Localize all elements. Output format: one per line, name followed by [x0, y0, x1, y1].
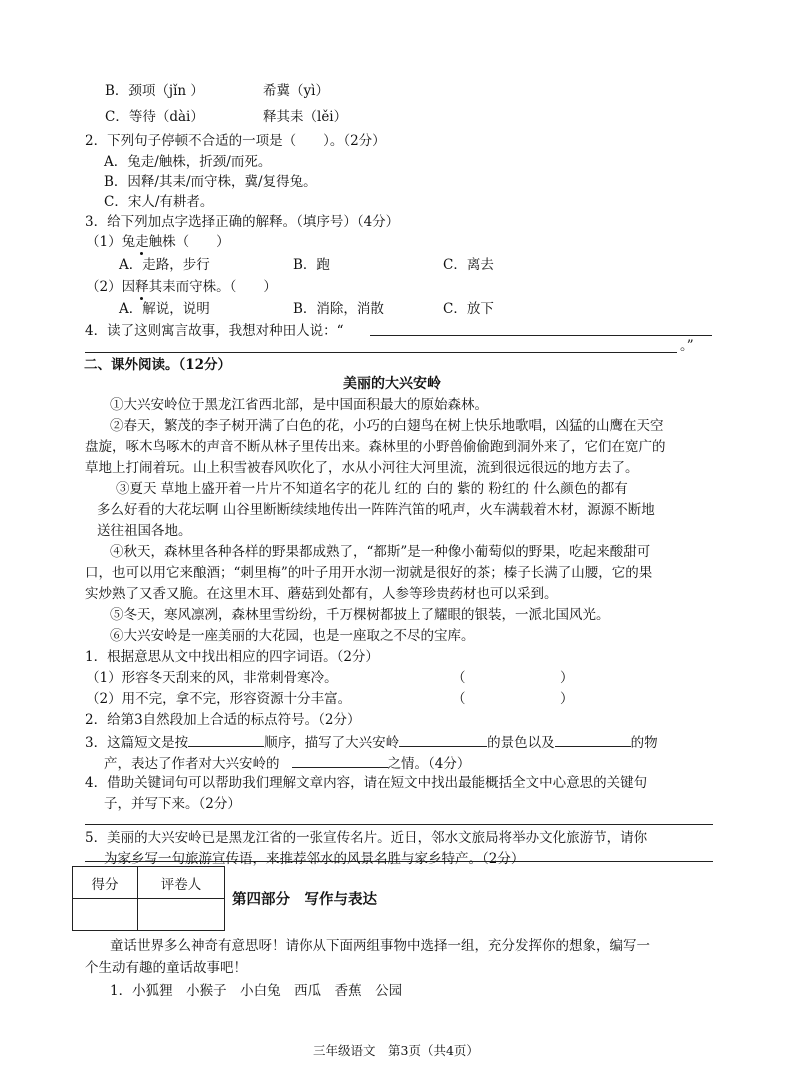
- s2-q3-blank-scenery[interactable]: [399, 732, 487, 747]
- passage-p2-line1: ②春天，繁茂的李子树开满了白色的花，小巧的白翅鸟在树上快乐地歌唱，凶猛的山鹰在天空: [110, 418, 664, 434]
- q3-item-2-dotted: 释: [135, 279, 149, 295]
- passage-p4-line3: 实炒熟了又香又脆。在这里木耳、蘑菇到处都有，人参等珍贵药材也可以采到。: [85, 586, 558, 602]
- q3-item-1-pre: （1）兔: [86, 234, 136, 250]
- passage-p1: ①大兴安岭位于黑龙江省西北部，是中国面积最大的原始森林。: [110, 397, 488, 413]
- passage-title: 美丽的大兴安岭: [343, 376, 441, 392]
- s2-q3-text-f: 之情。（4分）: [387, 756, 471, 772]
- q3-item-1: [86, 233, 230, 251]
- q3-item-2-pre: （2）因: [86, 279, 136, 295]
- part-4-heading: 第四部分 写作与表达: [232, 891, 377, 908]
- q4-close-quote: 。”: [680, 338, 694, 354]
- q3-item-2-option-c: C．放下: [443, 301, 494, 317]
- s2-q1-answer-2[interactable]: （ ）: [452, 691, 574, 707]
- passage-p4-line1: ④秋天，森林里各种各样的野果都成熟了，“都斯”是一种像小葡萄似的野果，吃起来酸甜可: [110, 544, 651, 560]
- passage-p3-line2: 多么好看的大花坛啊 山谷里断断续续地传出一阵阵汽笛的吼声，火车满载着木材，源源不断地: [97, 502, 655, 518]
- s2-q3-text-d: 的物: [630, 735, 658, 751]
- score-table: [72, 866, 225, 931]
- s2-q1-item-1: （1）形容冬天刮来的风，非常刺骨寒冷。: [86, 670, 338, 686]
- q1-option-b: [105, 82, 329, 100]
- q1-option-c-word2: 释其耒（lěi）: [263, 109, 348, 125]
- q1-option-b-word1: B．颈项（jǐn ）: [105, 83, 204, 99]
- s2-question-3-line1: [85, 732, 658, 752]
- question-2: 2．下列句子停顿不合适的一项是（ ）。（2分）: [85, 133, 386, 149]
- s2-q3-text-a: 3．这篇短文是按: [85, 735, 189, 751]
- writing-prompt-line1: 童话世界多么神奇有意思呀！请你从下面两组事物中选择一组，充分发挥你的想象，编写一: [110, 938, 650, 954]
- question-3: 3．给下列加点字选择正确的解释。（填序号）（4分）: [85, 214, 400, 230]
- s2-question-5-line1: 5．美丽的大兴安岭已是黑龙江省的一张宣传名片。近日，邻水文旅局将举办文化旅游节，请你: [85, 830, 648, 846]
- q2-option-c: C．宋人/有耕者。: [104, 194, 214, 210]
- s2-q3-blank-order[interactable]: [188, 732, 264, 747]
- page-footer: 三年级语文 第3页（共4页）: [313, 1043, 479, 1058]
- q4-answer-line-1[interactable]: [370, 335, 712, 336]
- writing-option-1: 1．小狐狸 小猴子 小白兔 西瓜 香蕉 公园: [110, 983, 403, 999]
- s2-question-4-line1: 4．借助关键词句可以帮助我们理解文章内容，请在短文中找出最能概括全文中心意思的关键句: [85, 775, 648, 791]
- q4-answer-line-2[interactable]: [85, 352, 677, 353]
- passage-p6: ⑥大兴安岭是一座美丽的大花园，也是一座取之不尽的宝库。: [110, 628, 475, 644]
- s2-question-5-line2: 为家乡写一句旅游宣传语，来推荐邻水的风景名胜与家乡特产。（2分）: [104, 851, 525, 867]
- s2-q3-text-b: 顺序，描写了大兴安岭: [264, 735, 400, 751]
- score-label: 得分: [73, 867, 138, 899]
- q3-item-2-post: 其耒而守株。（ ）: [148, 279, 277, 295]
- passage-p5: ⑤冬天，寒风凛冽，森林里雪纷纷，千万棵树都披上了耀眼的银装，一派北国风光。: [110, 607, 610, 623]
- section-2-heading: 二、课外阅读。（12分）: [84, 357, 232, 373]
- question-4: 4．读了这则寓言故事，我想对种田人说：“: [85, 323, 344, 339]
- passage-p4-line2: 口，也可以用它来酿酒；“刺里梅”的叶子用开水沏一沏就是很好的茶；榛子长满了山腰，它的果: [85, 565, 653, 581]
- q3-item-1-option-b: B．跑: [293, 257, 330, 273]
- q3-item-1-option-c: C．离去: [443, 257, 494, 273]
- grader-label: 评卷人: [138, 867, 225, 899]
- s2-q1-answer-1[interactable]: （ ）: [452, 670, 574, 686]
- q3-item-1-dotted: 走: [135, 234, 149, 250]
- s2-q3-text-e: 产，表达了作者对大兴安岭的: [104, 756, 280, 772]
- q3-item-2-option-a: A．解说，说明: [119, 301, 210, 317]
- s2-question-3-line2: [104, 753, 470, 773]
- q1-option-c-word1: C．等待（dài）: [105, 109, 204, 125]
- q2-option-b: B．因释/其耒/而守株，冀/复得兔。: [104, 174, 317, 190]
- passage-p3-line3: 送往祖国各地。: [97, 523, 192, 539]
- s2-q4-answer-line[interactable]: [85, 824, 713, 825]
- score-cell[interactable]: [73, 899, 138, 931]
- q3-item-1-option-a: A．走路，步行: [119, 257, 210, 273]
- s2-question-4-line2: 子，并写下来。（2分）: [104, 796, 241, 812]
- q1-option-c: [105, 108, 348, 126]
- passage-p2-line3: 草地上打闹着玩。山上积雪被春风吹化了，水从小河往大河里流，流到很远很远的地方去了。: [85, 460, 639, 476]
- q1-option-b-word2: 希冀（yì）: [263, 83, 329, 99]
- s2-q3-blank-feeling[interactable]: [292, 753, 388, 768]
- section-divider: [85, 861, 713, 862]
- q2-option-a: A．兔走/触株，折颈/而死。: [104, 154, 272, 170]
- passage-p3-line1: ③夏天 草地上盛开着一片片不知道名字的花儿 红的 白的 紫的 粉红的 什么颜色的都有: [116, 481, 628, 497]
- writing-prompt-line2: 个生动有趣的童话故事吧！: [85, 960, 247, 976]
- s2-question-1: 1．根据意思从文中找出相应的四字词语。（2分）: [85, 649, 379, 665]
- s2-q3-blank-products[interactable]: [555, 732, 631, 747]
- passage-p2-line2: 盘旋，啄木鸟啄木的声音不断从林子里传出来。森林里的小野兽偷偷跑到洞外来了，它们在宽广的: [85, 439, 666, 455]
- grader-cell[interactable]: [138, 899, 225, 931]
- q3-item-2-option-b: B．消除，消散: [293, 301, 384, 317]
- q3-item-2: [86, 278, 277, 296]
- q3-item-1-post: 触株（ ）: [148, 234, 230, 250]
- s2-question-2: 2．给第3自然段加上合适的标点符号。（2分）: [85, 712, 361, 728]
- s2-q1-item-2: （2）用不完，拿不完，形容资源十分丰富。: [86, 691, 352, 707]
- s2-q3-text-c: 的景色以及: [487, 735, 555, 751]
